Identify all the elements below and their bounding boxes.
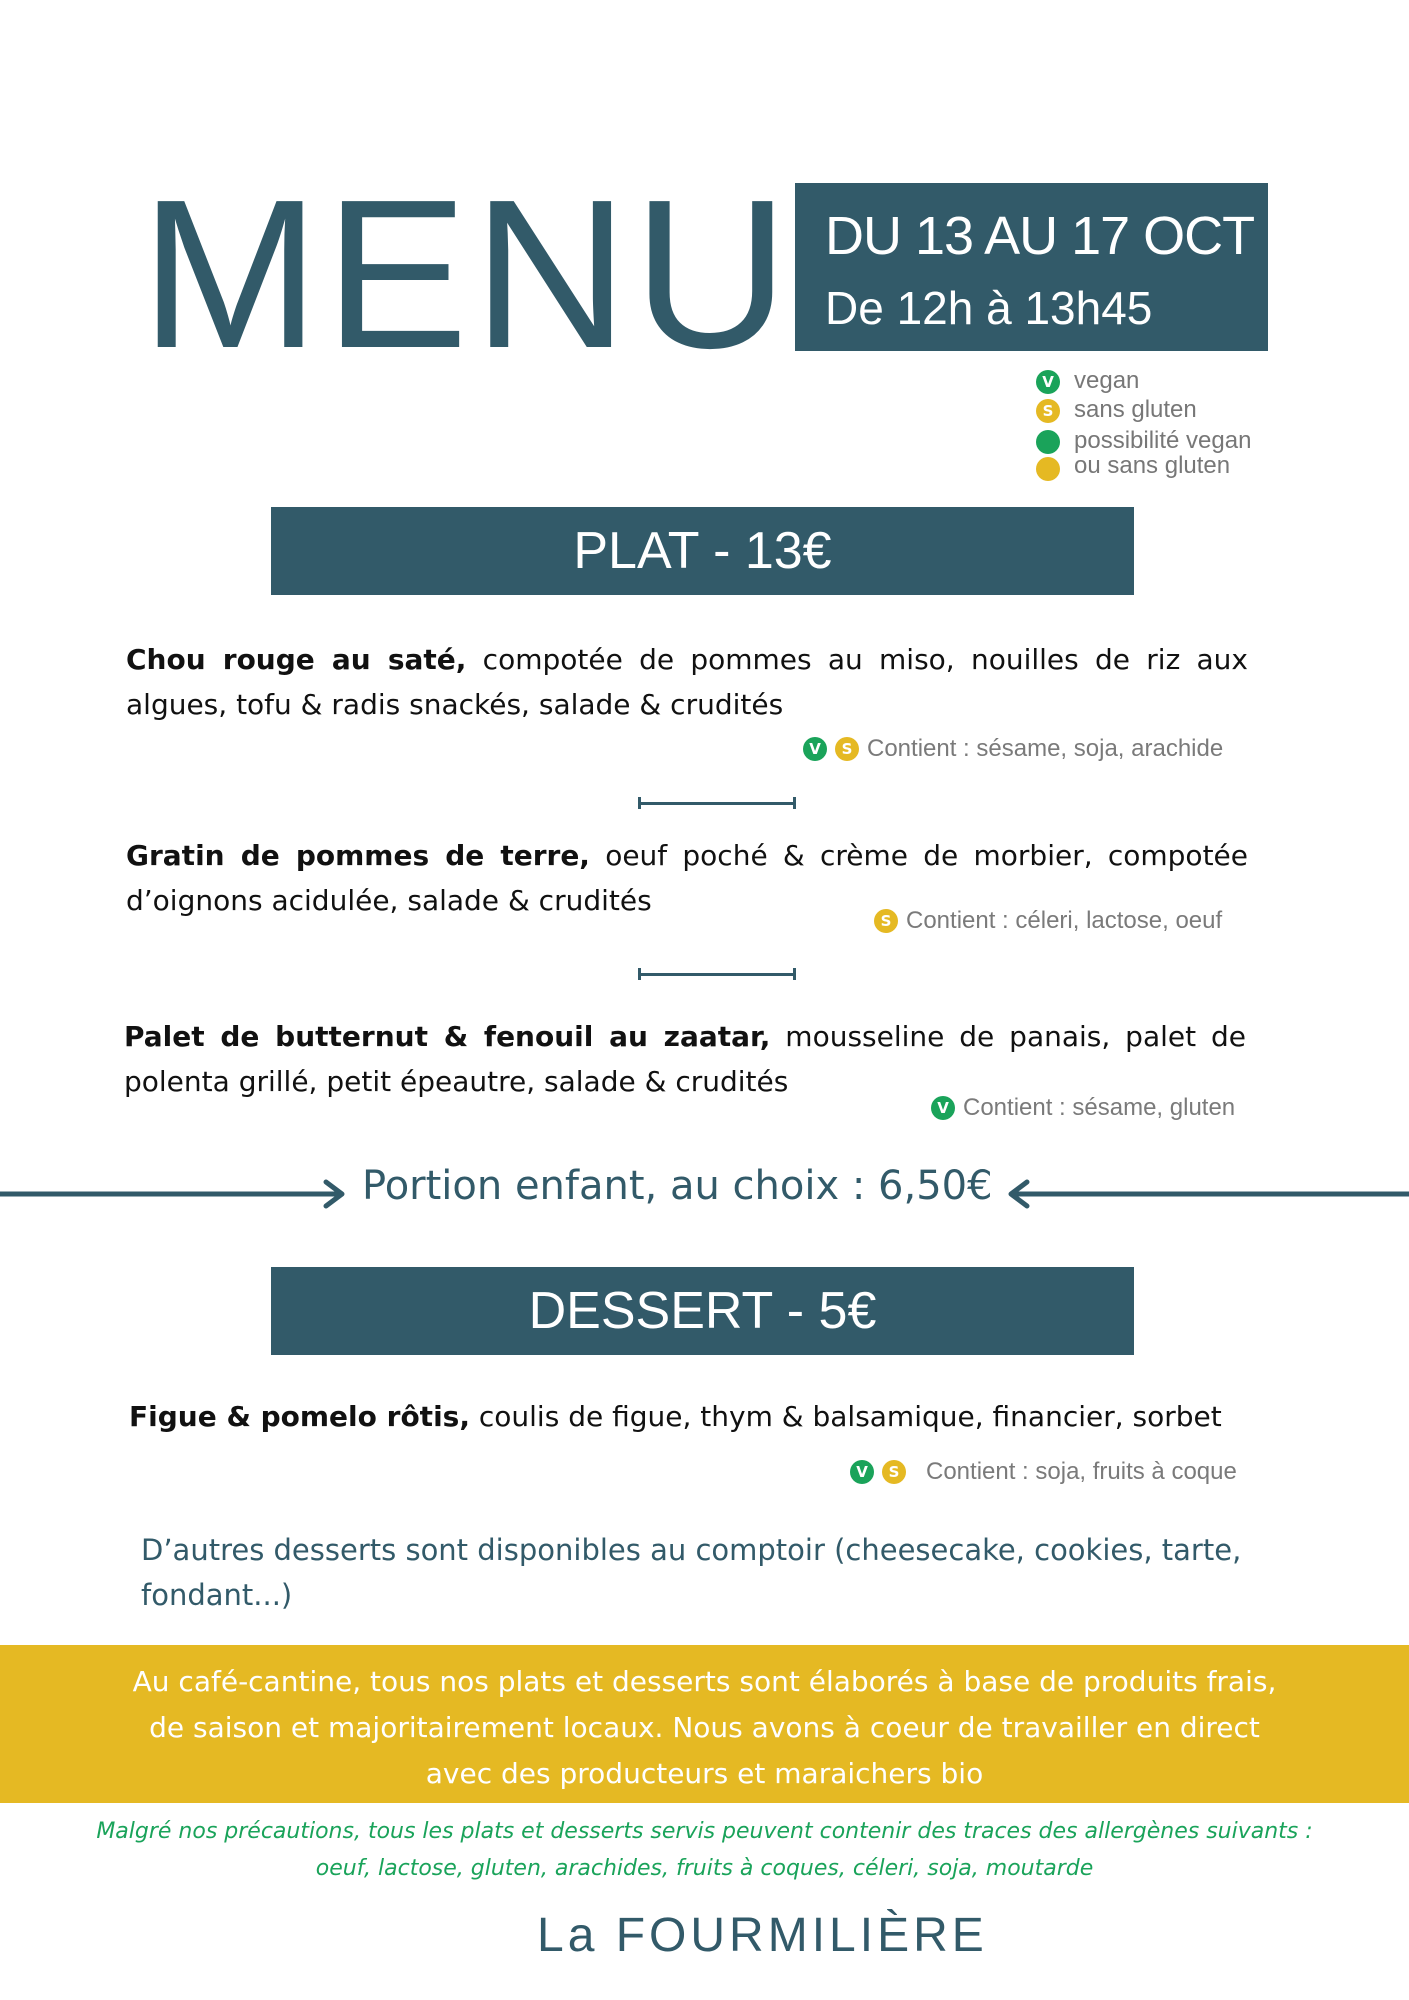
legend-possibility-gluten bbox=[1036, 453, 1276, 478]
date-range: DU 13 AU 17 OCT bbox=[825, 206, 1255, 266]
legend-possibility-label-2: ou sans gluten bbox=[1074, 452, 1231, 479]
separator bbox=[638, 968, 796, 980]
dish-3-description: mousseline de panais, palet de polenta grillé, petit épeautre, salade & crudités bbox=[124, 1020, 1247, 1098]
disclaimer-line-2: oeuf, lactose, gluten, arachides, fruits à coques, céleri, soja, moutarde bbox=[315, 1856, 1094, 1881]
dish-1 bbox=[126, 637, 1248, 727]
legend-possibility-vegan bbox=[1036, 428, 1276, 453]
gluten-free-icon: S bbox=[874, 909, 898, 933]
dessert-item bbox=[129, 1394, 1251, 1439]
dessert-heading: DESSERT - 5€ bbox=[271, 1267, 1134, 1355]
dish-3-allergens bbox=[931, 1094, 1235, 1122]
arrow-left-icon bbox=[1003, 1176, 1409, 1212]
legend-gluten-free bbox=[1036, 395, 1276, 424]
vegan-icon: V bbox=[850, 1460, 874, 1484]
dessert-name: Figue & pomelo rôtis, bbox=[129, 1400, 470, 1433]
page-title: MENU bbox=[140, 155, 794, 392]
disclaimer-line-1: Malgré nos précautions, tous les plats et desserts servis peuvent contenir des traces des allergènes suivants : bbox=[96, 1819, 1313, 1844]
info-band bbox=[0, 1645, 1409, 1803]
dish-2-allergens bbox=[874, 907, 1222, 935]
vegan-icon: V bbox=[803, 737, 827, 761]
gluten-free-icon: S bbox=[1036, 399, 1060, 423]
service-hours: De 12h à 13h45 bbox=[825, 282, 1153, 334]
other-desserts-note: D’autres desserts sont disponibles au comptoir (cheesecake, cookies, tarte, fondant...) bbox=[141, 1533, 1242, 1612]
vegan-icon: V bbox=[931, 1096, 955, 1120]
child-portion: Portion enfant, au choix : 6,50€ bbox=[362, 1163, 993, 1209]
dessert-description: coulis de figue, thym & balsamique, financier, sorbet bbox=[469, 1400, 1222, 1433]
date-box bbox=[795, 183, 1268, 351]
arrow-right-icon bbox=[0, 1176, 350, 1212]
dish-1-allergens bbox=[803, 735, 1223, 763]
dish-3-allergen-text: Contient : sésame, gluten bbox=[963, 1094, 1236, 1121]
dessert-allergen-text: Contient : soja, fruits à coque bbox=[926, 1458, 1237, 1485]
dessert-allergens bbox=[850, 1458, 1237, 1486]
plat-heading: PLAT - 13€ bbox=[271, 507, 1134, 595]
legend-vegan bbox=[1036, 366, 1276, 395]
legend-possibility-label-1: possibilité vegan bbox=[1074, 427, 1252, 454]
diet-legend bbox=[1036, 366, 1276, 478]
dish-3 bbox=[124, 1014, 1246, 1104]
possible-gluten-free-icon bbox=[1036, 457, 1060, 481]
dish-2-name: Gratin de pommes de terre, bbox=[126, 839, 590, 872]
dish-2-description: oeuf poché & crème de morbier, compotée d’oignons acidulée, salade & crudités bbox=[126, 839, 1248, 917]
dish-1-allergen-text: Contient : sésame, soja, arachide bbox=[867, 735, 1224, 762]
vegan-icon: V bbox=[1036, 370, 1060, 394]
dish-1-name: Chou rouge au saté, bbox=[126, 643, 467, 676]
separator bbox=[638, 797, 796, 809]
gluten-free-icon: S bbox=[835, 737, 859, 761]
info-line-1: Au café-cantine, tous nos plats et desserts sont élaborés à base de produits frais, bbox=[132, 1665, 1277, 1698]
legend-gluten-free-label: sans gluten bbox=[1074, 396, 1197, 423]
allergen-disclaimer bbox=[0, 1813, 1409, 1887]
possible-vegan-icon bbox=[1036, 430, 1060, 454]
dish-3-name: Palet de butternut & fenouil au zaatar, bbox=[124, 1020, 771, 1053]
dish-1-description: compotée de pommes au miso, nouilles de riz aux algues, tofu & radis snackés, salade & crudités bbox=[126, 643, 1249, 721]
info-line-2: de saison et majoritairement locaux. Nous avons à coeur de travailler en direct bbox=[149, 1711, 1260, 1744]
dish-2-allergen-text: Contient : céleri, lactose, oeuf bbox=[906, 907, 1223, 934]
brand-logo: La FOURMILIÈRE bbox=[537, 1909, 988, 1962]
info-line-3: avec des producteurs et maraichers bio bbox=[425, 1757, 984, 1790]
legend-vegan-label: vegan bbox=[1074, 367, 1140, 394]
gluten-free-icon: S bbox=[882, 1460, 906, 1484]
